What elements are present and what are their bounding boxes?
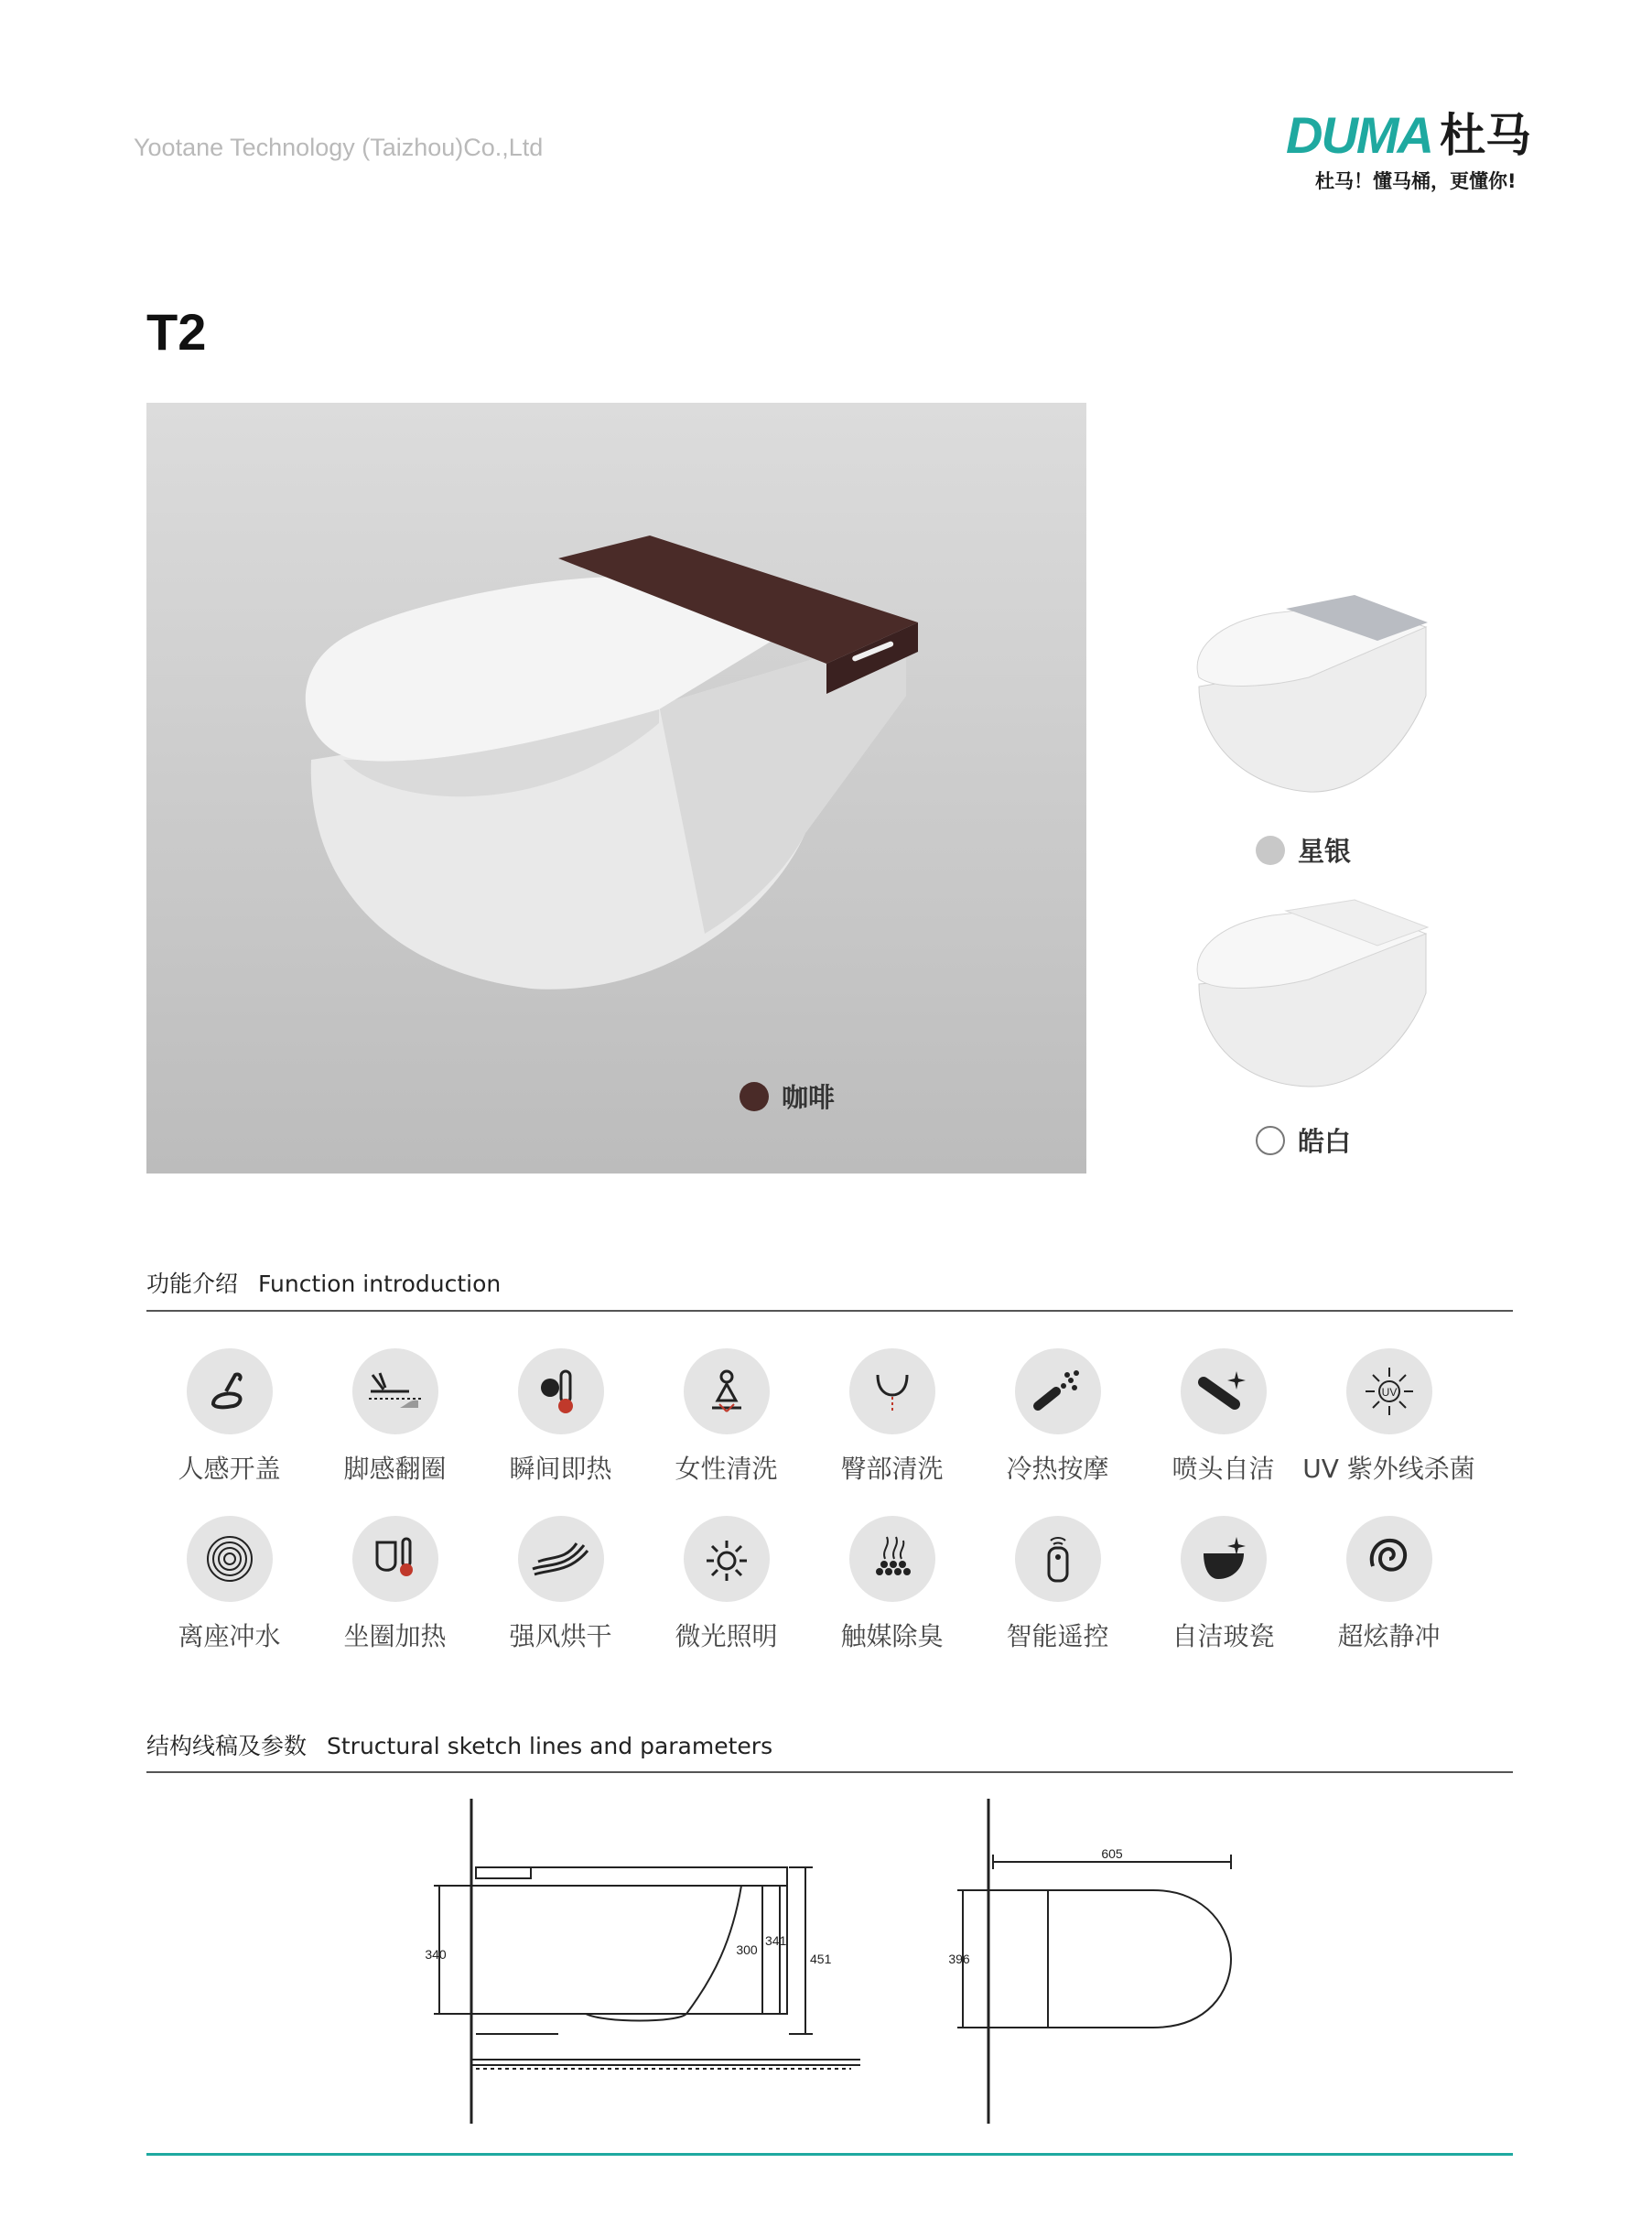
toilet-illustration-silver	[1181, 586, 1437, 806]
feature-label: 人感开盖	[178, 1454, 281, 1484]
feature-label: 强风烘干	[509, 1621, 612, 1651]
feature-item	[975, 1348, 1140, 1486]
feature-label: 冷热按摩	[1006, 1454, 1109, 1484]
dryer-icon	[518, 1516, 604, 1602]
svg-text:UV: UV	[1381, 1386, 1397, 1399]
brand-logo	[1286, 108, 1560, 200]
feature-item	[1306, 1516, 1472, 1653]
feature-label: 瞬间即热	[509, 1454, 612, 1484]
model-title: T2	[146, 303, 207, 361]
seat-heat-icon	[352, 1516, 438, 1602]
hero-color-label: 咖啡	[782, 1082, 836, 1113]
massage-icon	[1015, 1348, 1101, 1434]
feature-item	[643, 1516, 809, 1653]
instant-heat-icon	[518, 1348, 604, 1434]
color-dot	[1256, 836, 1285, 865]
feature-label: 超炫静冲	[1337, 1621, 1441, 1651]
brand-cn: 杜马	[1439, 109, 1531, 162]
section-divider	[146, 1310, 1513, 1312]
dim-451: 451	[810, 1952, 832, 1966]
color-dot	[740, 1082, 769, 1111]
variant-white-label: 皓白	[1298, 1126, 1352, 1157]
dim-340: 340	[425, 1947, 447, 1962]
feature-item	[1302, 1348, 1475, 1486]
function-title-cn: 功能介绍	[146, 1271, 239, 1297]
dim-605: 605	[1101, 1846, 1123, 1861]
feature-label: 微光照明	[675, 1621, 778, 1651]
feature-label: 女性清洗	[675, 1454, 778, 1484]
dim-341: 341	[765, 1933, 787, 1948]
silent-flush-icon	[1346, 1516, 1432, 1602]
company-name: Yootane Technology (Taizhou)Co.,Ltd	[134, 134, 544, 161]
structure-title-en: Structural sketch lines and parameters	[327, 1733, 773, 1759]
feature-item	[146, 1516, 312, 1653]
structure-section-title	[146, 1728, 772, 1761]
toilet-illustration-white	[1181, 892, 1437, 1103]
toilet-illustration-coffee	[146, 403, 1086, 1174]
feature-label: 智能遥控	[1006, 1621, 1109, 1651]
function-title-en: Function introduction	[258, 1271, 502, 1297]
feature-label: 自洁玻瓷	[1172, 1621, 1275, 1651]
nozzle-clean-icon	[1181, 1348, 1267, 1434]
feature-item	[312, 1516, 478, 1653]
variant-white	[1181, 892, 1437, 1107]
feature-item	[975, 1516, 1140, 1653]
rear-wash-icon	[849, 1348, 935, 1434]
glaze-icon	[1181, 1516, 1267, 1602]
brand-latin: DUMA	[1286, 106, 1432, 164]
variant-silver-tag	[1256, 831, 1351, 869]
color-dot	[1256, 1126, 1285, 1155]
deodorize-icon	[849, 1516, 935, 1602]
structure-title-cn: 结构线稿及参数	[146, 1733, 308, 1759]
feature-label: 坐圈加热	[343, 1621, 447, 1651]
auto-flush-icon	[187, 1516, 273, 1602]
feature-label: 脚感翻圈	[343, 1454, 447, 1484]
feature-item	[1140, 1348, 1306, 1486]
function-section-title	[146, 1266, 501, 1299]
footer-divider	[146, 2153, 1513, 2156]
foot-sensor-icon	[352, 1348, 438, 1434]
feature-label: UV 紫外线杀菌	[1302, 1454, 1475, 1484]
top-view-sketch	[943, 1794, 1245, 2136]
variant-silver	[1181, 586, 1437, 809]
dim-300: 300	[736, 1942, 758, 1957]
feature-label: 离座冲水	[178, 1621, 281, 1651]
variant-silver-label: 星银	[1298, 836, 1352, 867]
female-wash-icon	[684, 1348, 770, 1434]
uv-icon	[1346, 1348, 1432, 1434]
hero-product-image	[146, 403, 1086, 1174]
night-light-icon	[684, 1516, 770, 1602]
brand-slogan: 杜马！懂马桶，更懂你!	[1315, 170, 1517, 192]
feature-label: 臀部清洗	[840, 1454, 944, 1484]
side-view-sketch	[421, 1794, 869, 2136]
feature-item	[643, 1348, 809, 1486]
feature-item	[1140, 1516, 1306, 1653]
variant-white-tag	[1256, 1121, 1351, 1159]
feature-item	[809, 1516, 975, 1653]
dim-396: 396	[948, 1952, 970, 1966]
feature-item	[478, 1348, 643, 1486]
feature-label: 喷头自洁	[1172, 1454, 1275, 1484]
feature-grid-row2	[146, 1516, 1513, 1653]
feature-item	[809, 1348, 975, 1486]
feature-item	[312, 1348, 478, 1486]
feature-item	[146, 1348, 312, 1486]
section-divider	[146, 1771, 1513, 1773]
sensor-lid-icon	[187, 1348, 273, 1434]
remote-icon	[1015, 1516, 1101, 1602]
feature-item	[478, 1516, 643, 1653]
hero-color-tag	[740, 1077, 835, 1115]
feature-grid-row1	[146, 1348, 1513, 1486]
feature-label: 触媒除臭	[840, 1621, 944, 1651]
